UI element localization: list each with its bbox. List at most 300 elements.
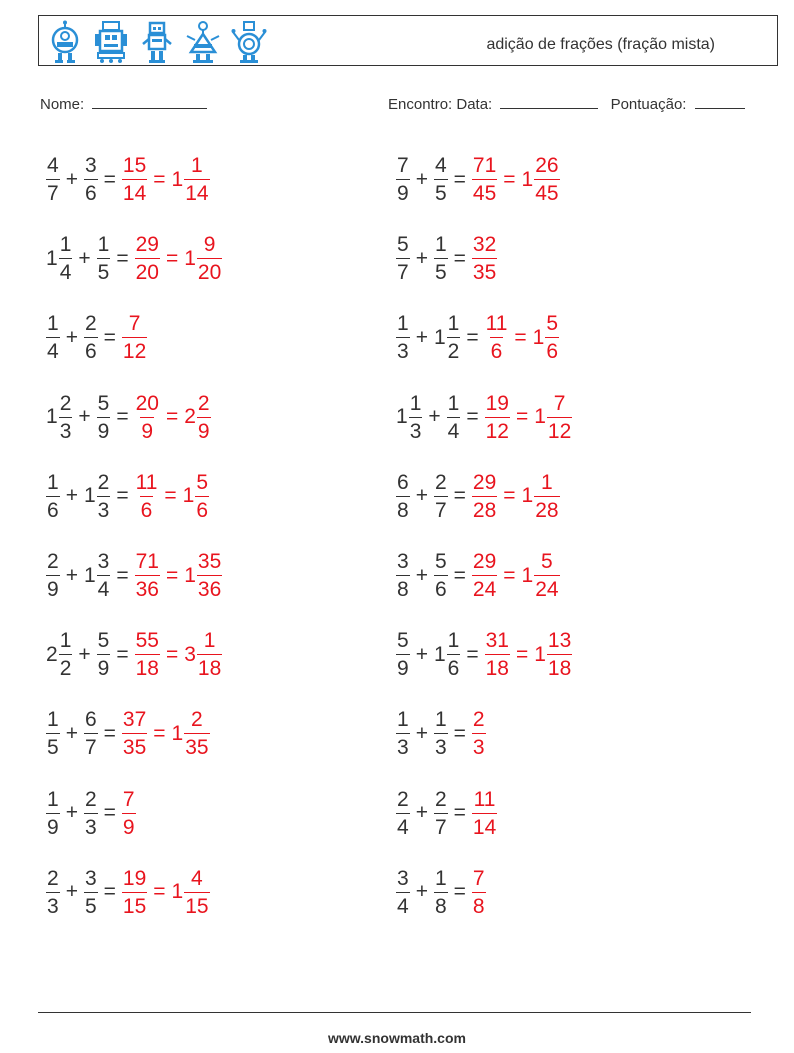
addend-2 xyxy=(84,155,98,204)
numerator: 3 xyxy=(84,866,97,890)
problem-row xyxy=(46,378,222,457)
answer-fraction xyxy=(135,234,160,283)
equals-sign: = xyxy=(116,246,129,270)
equals-sign: = xyxy=(165,246,179,270)
fraction xyxy=(184,709,209,758)
fraction xyxy=(184,155,209,204)
denominator: 45 xyxy=(534,179,559,204)
fraction xyxy=(84,709,98,758)
numerator: 15 xyxy=(122,154,147,178)
problem-row xyxy=(46,457,222,536)
fraction xyxy=(135,551,160,600)
problem-row xyxy=(46,694,222,773)
fraction xyxy=(46,472,60,521)
answer-fraction xyxy=(122,709,147,758)
equals-sign: = xyxy=(103,801,116,825)
denominator: 15 xyxy=(122,892,147,917)
fraction xyxy=(409,393,423,442)
problems-column-right xyxy=(396,140,572,932)
numerator: 3 xyxy=(397,866,409,890)
denominator: 5 xyxy=(84,892,98,917)
answer-fraction xyxy=(485,630,510,679)
fraction xyxy=(97,472,111,521)
addend-2 xyxy=(84,472,110,521)
fraction xyxy=(122,313,147,362)
plus-sign: + xyxy=(65,484,78,508)
numerator: 2 xyxy=(191,708,203,732)
equals-sign: = xyxy=(453,721,466,745)
fraction xyxy=(396,551,410,600)
numerator: 5 xyxy=(541,550,553,574)
fraction xyxy=(545,313,559,362)
equals-sign: = xyxy=(503,484,516,508)
denominator: 12 xyxy=(122,337,147,362)
answer xyxy=(472,551,560,600)
denominator: 8 xyxy=(472,892,486,917)
whole-number: 1 xyxy=(46,405,58,429)
problem-row xyxy=(396,378,572,457)
denominator: 9 xyxy=(396,654,410,679)
denominator: 20 xyxy=(197,258,222,283)
denominator: 6 xyxy=(447,654,461,679)
equals-sign: = xyxy=(503,167,516,191)
answer-mixed xyxy=(184,551,222,600)
addend-1 xyxy=(46,709,60,758)
equals-sign: = xyxy=(165,642,179,666)
numerator: 1 xyxy=(447,629,460,653)
numerator: 7 xyxy=(472,866,485,890)
denominator: 3 xyxy=(434,733,448,758)
fraction xyxy=(197,551,222,600)
denominator: 4 xyxy=(396,813,410,838)
denominator: 12 xyxy=(547,417,572,442)
fraction xyxy=(135,630,160,679)
fraction xyxy=(46,551,60,600)
whole-number: 1 xyxy=(534,405,546,429)
numerator: 6 xyxy=(84,708,97,732)
addend-1 xyxy=(46,551,60,600)
answer xyxy=(485,630,573,679)
numerator: 3 xyxy=(84,154,97,178)
denominator: 12 xyxy=(485,417,510,442)
whole-number: 1 xyxy=(182,484,195,508)
fraction xyxy=(195,472,209,521)
equals-sign: = xyxy=(103,721,116,745)
fraction xyxy=(122,709,147,758)
problem-row xyxy=(396,694,572,773)
addend-2 xyxy=(434,472,448,521)
answer-mixed xyxy=(533,313,559,362)
denominator: 36 xyxy=(197,575,222,600)
denominator: 9 xyxy=(122,813,136,838)
numerator: 55 xyxy=(135,629,159,653)
problem-row xyxy=(46,219,222,298)
answer xyxy=(472,234,497,283)
answer-fraction xyxy=(472,155,497,204)
denominator: 18 xyxy=(485,654,510,679)
answer-fraction xyxy=(472,789,497,838)
equals-sign: = xyxy=(164,484,177,508)
denominator: 7 xyxy=(46,179,60,204)
fraction xyxy=(84,313,98,362)
answer xyxy=(122,313,147,362)
whole-number: 1 xyxy=(433,642,446,666)
fraction xyxy=(46,868,60,917)
whole-number: 2 xyxy=(46,642,58,666)
denominator: 35 xyxy=(184,733,209,758)
fraction xyxy=(135,472,159,521)
numerator: 2 xyxy=(434,787,447,811)
addend-1 xyxy=(46,630,72,679)
plus-sign: + xyxy=(415,484,428,508)
denominator: 2 xyxy=(447,337,461,362)
numerator: 1 xyxy=(541,470,553,494)
whole-number: 1 xyxy=(83,484,96,508)
denominator: 9 xyxy=(97,654,111,679)
worksheet-header xyxy=(38,15,778,66)
addend-2 xyxy=(97,630,111,679)
date-blank[interactable] xyxy=(500,94,598,109)
fraction xyxy=(84,789,98,838)
denominator: 4 xyxy=(396,892,410,917)
plus-sign: + xyxy=(65,721,78,745)
denominator: 9 xyxy=(97,417,111,442)
robot-icons xyxy=(47,20,267,64)
problem-row xyxy=(46,536,222,615)
robot-icon-5 xyxy=(231,20,267,64)
addend-1 xyxy=(396,393,422,442)
problem-row xyxy=(396,219,572,298)
numerator: 1 xyxy=(409,391,422,415)
denominator: 3 xyxy=(396,337,410,362)
denominator: 35 xyxy=(122,733,147,758)
fraction xyxy=(447,313,461,362)
plus-sign: + xyxy=(415,325,428,349)
denominator: 6 xyxy=(195,496,209,521)
answer-fraction xyxy=(135,551,160,600)
numerator: 5 xyxy=(97,629,110,653)
denominator: 8 xyxy=(434,892,448,917)
denominator: 18 xyxy=(547,654,572,679)
answer xyxy=(135,630,223,679)
equals-sign: = xyxy=(103,325,116,349)
answer-fraction xyxy=(122,868,147,917)
fraction xyxy=(46,313,60,362)
plus-sign: + xyxy=(65,563,78,587)
numerator: 4 xyxy=(434,154,447,178)
equals-sign: = xyxy=(116,642,129,666)
whole-number: 1 xyxy=(171,167,184,191)
plus-sign: + xyxy=(78,246,91,270)
name-field xyxy=(40,94,207,113)
numerator: 5 xyxy=(546,312,559,336)
fraction xyxy=(59,630,73,679)
answer xyxy=(122,789,136,838)
fraction xyxy=(434,472,448,521)
score-label: Pontuação: xyxy=(610,96,687,113)
numerator: 2 xyxy=(97,470,110,494)
denominator: 36 xyxy=(135,575,160,600)
addend-1 xyxy=(396,472,410,521)
denominator: 7 xyxy=(84,733,98,758)
addend-2 xyxy=(97,234,111,283)
denominator: 24 xyxy=(472,575,497,600)
whole-number: 1 xyxy=(184,246,196,270)
fraction xyxy=(472,234,497,283)
fraction xyxy=(46,789,60,838)
fraction xyxy=(197,393,211,442)
whole-number: 1 xyxy=(433,325,446,349)
equals-sign: = xyxy=(514,325,527,349)
answer-mixed xyxy=(534,393,572,442)
denominator: 6 xyxy=(46,496,60,521)
denominator: 18 xyxy=(197,654,222,679)
numerator: 2 xyxy=(397,787,409,811)
numerator: 26 xyxy=(535,154,559,178)
addend-1 xyxy=(46,155,60,204)
denominator: 9 xyxy=(197,417,211,442)
answer-mixed xyxy=(522,155,560,204)
name-label: Nome: xyxy=(40,96,85,113)
fraction xyxy=(447,393,461,442)
answer xyxy=(485,393,573,442)
numerator: 2 xyxy=(84,312,97,336)
addend-1 xyxy=(46,789,60,838)
denominator: 28 xyxy=(534,496,559,521)
equals-sign: = xyxy=(153,167,166,191)
whole-number: 1 xyxy=(534,642,546,666)
addend-1 xyxy=(46,313,60,362)
denominator: 4 xyxy=(46,337,60,362)
answer xyxy=(135,393,211,442)
equals-sign: = xyxy=(165,405,179,429)
addend-2 xyxy=(84,868,98,917)
fraction xyxy=(396,155,410,204)
answer-fraction xyxy=(472,551,497,600)
numerator: 1 xyxy=(434,233,447,257)
numerator: 7 xyxy=(128,312,141,336)
answer xyxy=(485,313,559,362)
numerator: 5 xyxy=(434,550,447,574)
answer-mixed xyxy=(184,630,222,679)
numerator: 7 xyxy=(397,154,409,178)
denominator: 4 xyxy=(447,417,461,442)
numerator: 6 xyxy=(397,470,409,494)
answer-fraction xyxy=(472,709,486,758)
equals-sign: = xyxy=(116,405,129,429)
fraction xyxy=(84,868,98,917)
denominator: 4 xyxy=(97,575,111,600)
answer-mixed xyxy=(172,709,210,758)
denominator: 3 xyxy=(59,417,73,442)
equals-sign: = xyxy=(503,563,516,587)
denominator: 3 xyxy=(472,733,486,758)
problem-row xyxy=(46,140,222,219)
addend-2 xyxy=(434,313,460,362)
robot-icon-2 xyxy=(93,20,129,64)
equals-sign: = xyxy=(103,167,116,191)
answer-mixed xyxy=(522,551,560,600)
whole-number: 2 xyxy=(184,405,196,429)
fraction xyxy=(485,313,509,362)
numerator: 29 xyxy=(135,233,159,257)
denominator: 7 xyxy=(434,496,448,521)
numerator: 29 xyxy=(472,550,497,574)
plus-sign: + xyxy=(415,880,428,904)
numerator: 7 xyxy=(122,787,135,811)
fraction xyxy=(485,393,510,442)
answer-fraction xyxy=(122,155,147,204)
equals-sign: = xyxy=(466,405,479,429)
numerator: 1 xyxy=(447,391,460,415)
numerator: 71 xyxy=(472,154,497,178)
numerator: 32 xyxy=(472,233,497,257)
fraction xyxy=(485,630,510,679)
answer xyxy=(472,789,497,838)
equals-sign: = xyxy=(153,880,166,904)
answer-fraction xyxy=(472,868,486,917)
addend-1 xyxy=(396,709,410,758)
plus-sign: + xyxy=(78,642,91,666)
denominator: 24 xyxy=(534,575,559,600)
whole-number: 1 xyxy=(532,325,545,349)
fraction xyxy=(59,393,73,442)
fraction xyxy=(472,551,497,600)
denominator: 4 xyxy=(59,258,73,283)
denominator: 9 xyxy=(46,575,60,600)
answer-mixed xyxy=(534,630,572,679)
numerator: 1 xyxy=(47,470,59,494)
plus-sign: + xyxy=(415,721,428,745)
fraction xyxy=(396,234,410,283)
answer-fraction xyxy=(472,234,497,283)
plus-sign: + xyxy=(428,405,441,429)
fraction xyxy=(547,630,572,679)
numerator: 2 xyxy=(47,866,59,890)
fraction xyxy=(434,868,448,917)
equals-sign: = xyxy=(116,563,129,587)
denominator: 3 xyxy=(46,892,60,917)
score-blank[interactable] xyxy=(695,94,745,109)
numerator: 1 xyxy=(397,312,409,336)
problem-row xyxy=(46,774,222,853)
answer xyxy=(472,868,486,917)
numerator: 11 xyxy=(485,312,508,336)
problem-row xyxy=(46,298,222,377)
plus-sign: + xyxy=(65,325,78,349)
addend-2 xyxy=(434,630,460,679)
numerator: 1 xyxy=(47,312,59,336)
numerator: 1 xyxy=(191,154,203,178)
name-blank[interactable] xyxy=(92,94,207,109)
problem-row xyxy=(396,615,572,694)
answer-fraction xyxy=(135,393,160,442)
fraction xyxy=(396,789,410,838)
fraction xyxy=(472,868,486,917)
answer-mixed xyxy=(184,393,210,442)
whole-number: 1 xyxy=(83,563,96,587)
denominator: 7 xyxy=(434,813,448,838)
plus-sign: + xyxy=(415,246,428,270)
numerator: 4 xyxy=(47,154,59,178)
numerator: 5 xyxy=(397,233,409,257)
numerator: 1 xyxy=(203,629,216,653)
answer xyxy=(122,709,210,758)
addend-2 xyxy=(84,551,110,600)
fraction xyxy=(135,393,160,442)
fraction xyxy=(472,155,497,204)
numerator: 1 xyxy=(59,629,72,653)
whole-number: 1 xyxy=(46,246,58,270)
numerator: 2 xyxy=(84,787,97,811)
addend-1 xyxy=(396,551,410,600)
robot-icon-1 xyxy=(47,20,83,64)
answer xyxy=(135,551,223,600)
numerator: 3 xyxy=(397,550,409,574)
fraction xyxy=(46,155,60,204)
answer xyxy=(472,472,560,521)
denominator: 14 xyxy=(184,179,209,204)
denominator: 7 xyxy=(396,258,410,283)
numerator: 9 xyxy=(203,233,216,257)
denominator: 9 xyxy=(396,179,410,204)
fraction xyxy=(534,551,559,600)
addend-1 xyxy=(46,472,60,521)
addend-1 xyxy=(396,234,410,283)
addend-2 xyxy=(434,234,448,283)
answer xyxy=(472,709,486,758)
fraction xyxy=(434,234,448,283)
denominator: 6 xyxy=(140,496,154,521)
answer-mixed xyxy=(183,472,209,521)
whole-number: 1 xyxy=(171,721,184,745)
answer xyxy=(122,868,210,917)
denominator: 5 xyxy=(434,258,448,283)
numerator: 1 xyxy=(434,708,447,732)
footer-divider xyxy=(38,1012,751,1013)
equals-sign: = xyxy=(515,405,529,429)
problem-row xyxy=(46,853,222,932)
plus-sign: + xyxy=(415,642,428,666)
numerator: 2 xyxy=(197,391,210,415)
fraction xyxy=(122,789,136,838)
fraction xyxy=(396,868,410,917)
answer xyxy=(122,155,210,204)
fraction xyxy=(197,234,222,283)
fraction xyxy=(547,393,572,442)
fraction xyxy=(97,630,111,679)
answer xyxy=(135,234,223,283)
addend-2 xyxy=(434,868,448,917)
fraction xyxy=(434,709,448,758)
problem-row xyxy=(46,615,222,694)
denominator: 6 xyxy=(545,337,559,362)
fraction xyxy=(184,868,209,917)
problem-row xyxy=(396,536,572,615)
encounter-field xyxy=(388,94,745,113)
numerator: 4 xyxy=(191,866,203,890)
answer-fraction xyxy=(135,630,160,679)
numerator: 2 xyxy=(472,708,485,732)
answer xyxy=(472,155,560,204)
equals-sign: = xyxy=(453,167,466,191)
answer-fraction xyxy=(122,313,147,362)
whole-number: 1 xyxy=(396,405,408,429)
fraction xyxy=(122,868,147,917)
numerator: 1 xyxy=(434,866,447,890)
whole-number: 1 xyxy=(171,880,184,904)
addend-2 xyxy=(434,709,448,758)
